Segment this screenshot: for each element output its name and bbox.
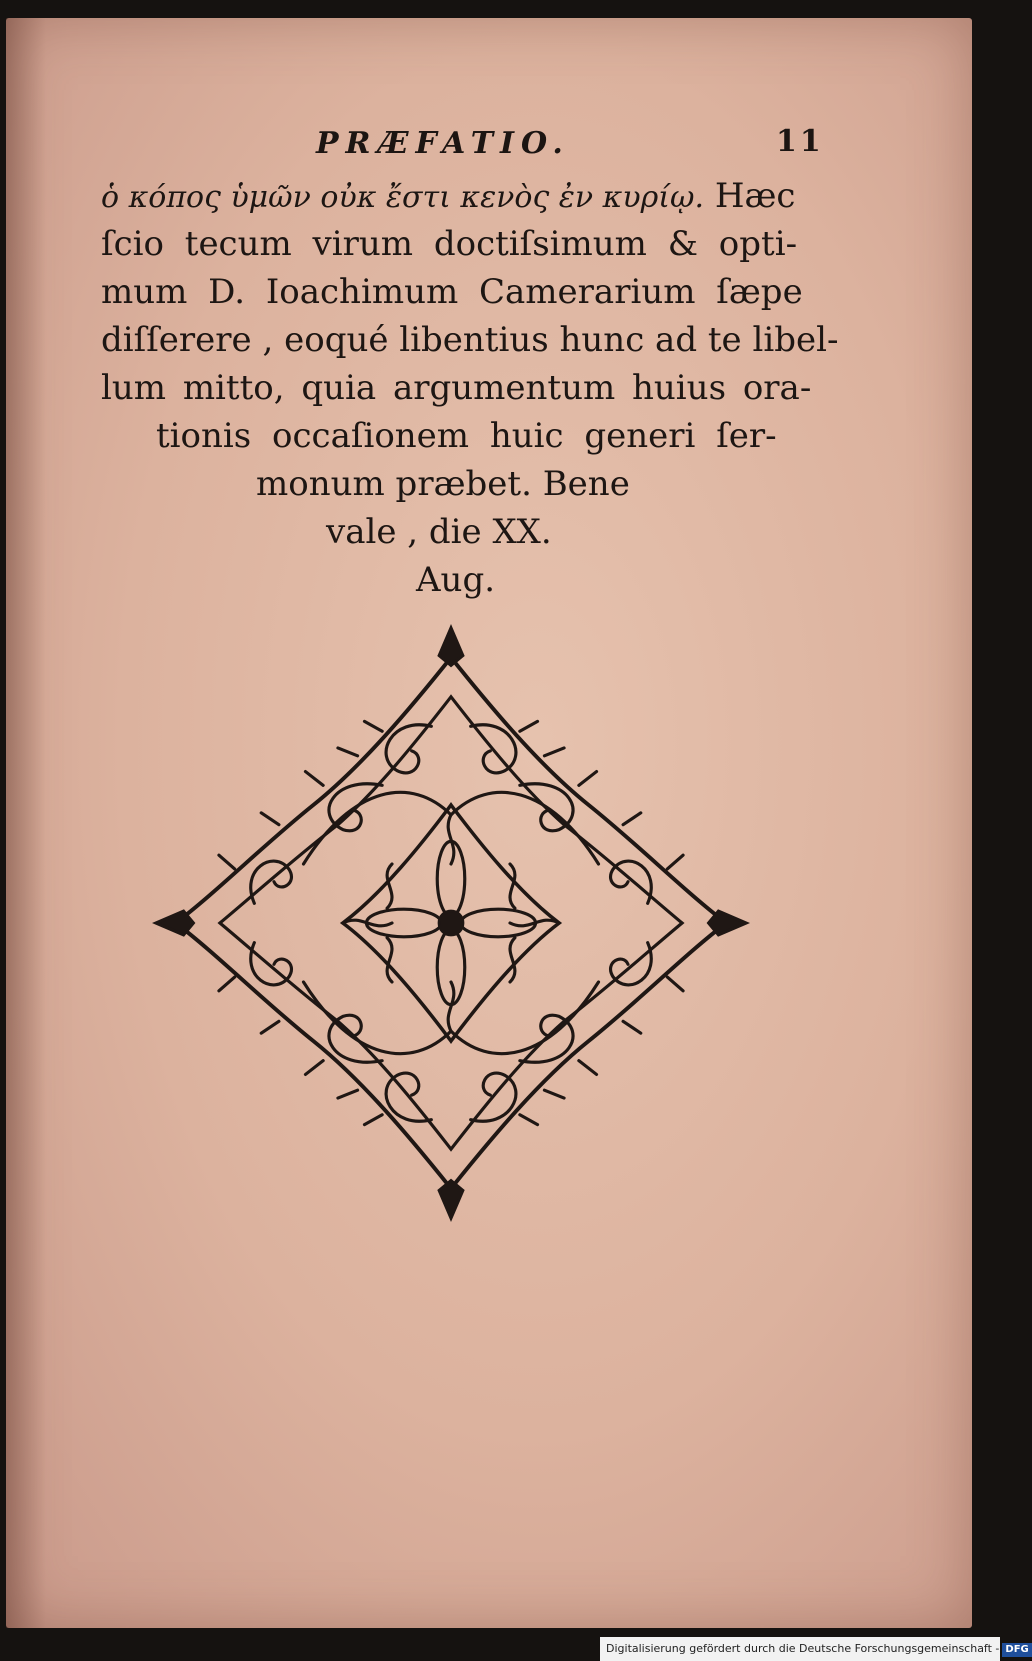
greek-quotation: ὁ κόπος ὑμῶν οὐκ ἔστι κενὸς ἐν κυρίῳ. (101, 180, 704, 215)
page-spine-shadow (6, 18, 46, 1628)
text-line-2: ſcio tecum virum doctiſsimum & opti- (101, 224, 798, 264)
page-number: 11 (776, 124, 824, 159)
digitization-footer (600, 1637, 1029, 1661)
book-page (6, 18, 972, 1628)
fleuron-ornament-icon (156, 628, 746, 1218)
text-line-1-latin: Hæc (714, 176, 796, 216)
text-line-4: diſſerere , eoqué libentius hunc ad te libel- (101, 320, 839, 360)
text-line-5: lum mitto, quia argumentum huius ora- (101, 368, 812, 408)
running-head (6, 106, 972, 166)
text-line-3: mum D. Ioachimum Camerarium ſæpe (101, 272, 803, 312)
text-line-1 (101, 173, 795, 221)
text-line-7: monum præbet. Bene (256, 464, 630, 504)
footer-text: Digitalisierung gefördert durch die Deutsche Forschungsgemeinschaft - (606, 1642, 1000, 1655)
text-line-8: vale , die XX. (326, 512, 552, 552)
header-title: PRÆFATIO. (316, 126, 570, 161)
text-line-9: Aug. (416, 560, 496, 600)
text-line-6: tionis occaſionem huic generi ſer- (156, 416, 777, 456)
dfg-logo: DFG (1002, 1643, 1031, 1657)
